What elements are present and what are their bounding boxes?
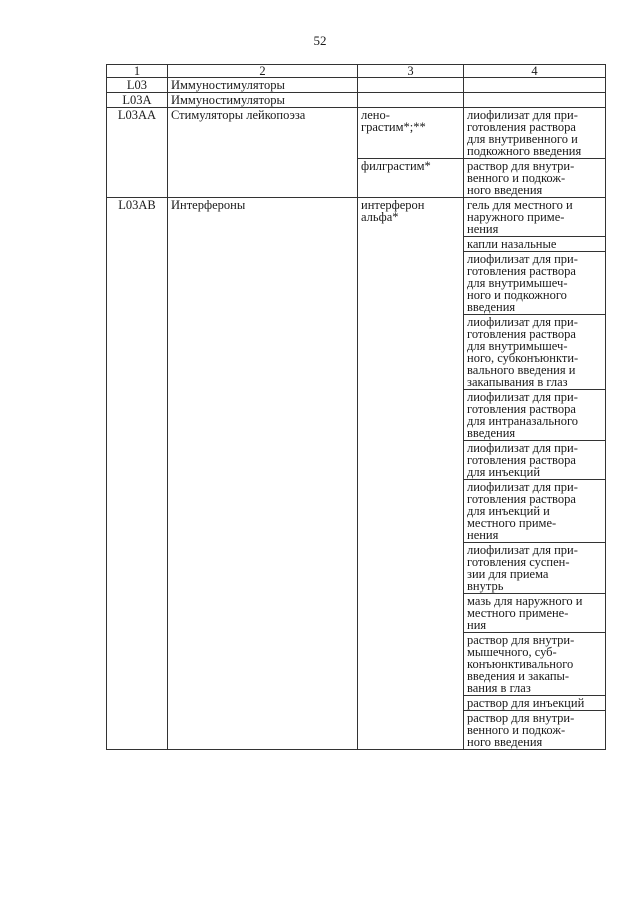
group-name: Стимуляторы лейкопоэза [168,108,358,198]
atc-code: L03A [107,93,168,108]
header-cell-4: 4 [464,65,606,78]
dosage-form: лиофилизат для при- готовления раствора для инъекций [464,441,606,480]
dosage-form: раствор для внутри- венного и подкож- ного введения [464,711,606,750]
header-cell-1: 1 [107,65,168,78]
dosage-form: лиофилизат для при- готовления раствора для внутримышеч- ного и подкожного введения [464,252,606,315]
table-row-l03aa-1 [107,108,606,159]
dosage-form: раствор для инъекций [464,696,606,711]
dosage-form: капли назальные [464,237,606,252]
dosage-form: мазь для наружного и местного примене- ния [464,594,606,633]
dosage-form: раствор для внутри- мышечного, суб- конъюнктивального введения и закапы- вания в глаз [464,633,606,696]
header-cell-3: 3 [358,65,464,78]
group-row-l03 [107,78,606,93]
dosage-form: лиофилизат для при- готовления раствора для инъекций и местного приме- нения [464,480,606,543]
page-number: 52 [313,33,327,48]
atc-code: L03AA [107,108,168,198]
atc-code: L03 [107,78,168,93]
drug-table [106,64,606,750]
dosage-form: лиофилизат для при- готовления раствора для внутримышеч- ного, субконъюнкти- вального введения и закапывания в глаз [464,315,606,390]
group-name: Иммуностимуляторы [168,78,358,93]
group-row-l03a [107,93,606,108]
drug-name: интерферон альфа* [358,198,464,750]
header-cell-2: 2 [168,65,358,78]
drug-name: лено- грастим*;** [358,108,464,159]
dosage-form: раствор для внутри- венного и подкож- ного введения [464,159,606,198]
group-name: Интерфероны [168,198,358,750]
dosage-form: лиофилизат для при- готовления раствора для интраназального введения [464,390,606,441]
dosage-form: гель для местного и наружного приме- нения [464,198,606,237]
header-row [107,65,606,78]
table-row-l03ab-1 [107,198,606,237]
drug-name: филграстим* [358,159,464,198]
dosage-form: лиофилизат для при- готовления суспен- зии для приема внутрь [464,543,606,594]
dosage-form: лиофилизат для при- готовления раствора для внутривенного и подкожного введения [464,108,606,159]
atc-code: L03AB [107,198,168,750]
group-name: Иммуностимуляторы [168,93,358,108]
